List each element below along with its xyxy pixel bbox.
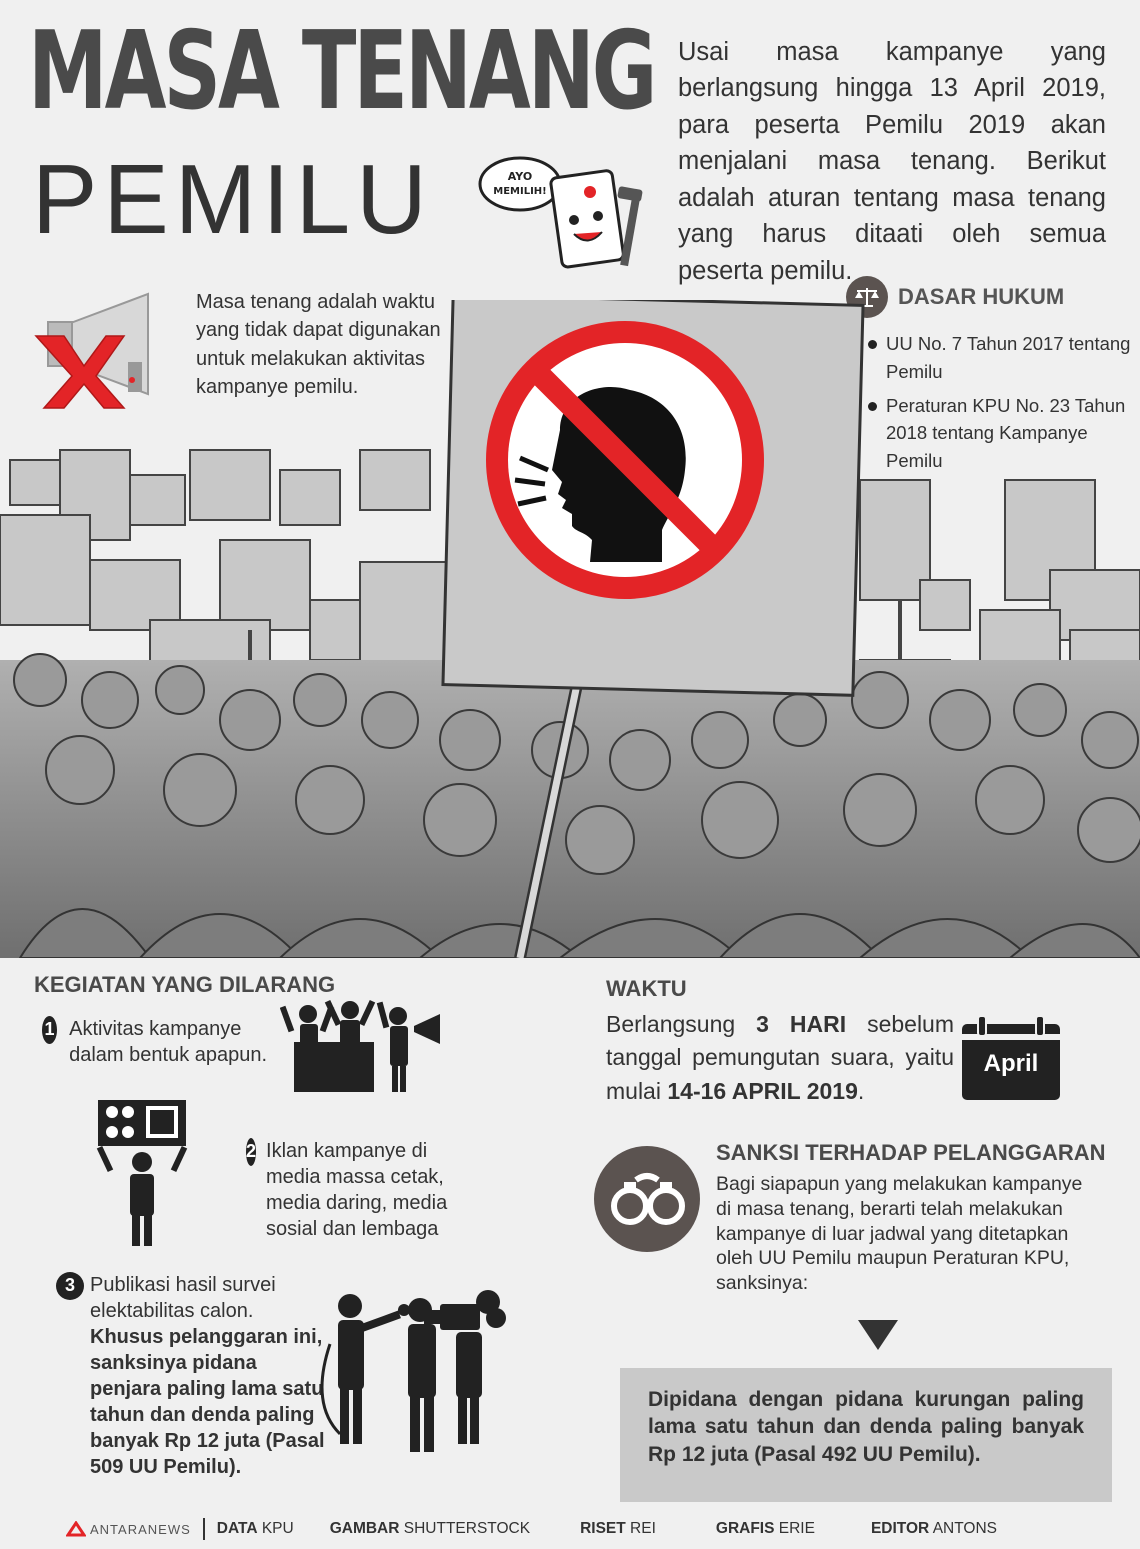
- sanction-text: Bagi siapapun yang melakukan kampanye di masa tenang, berarti telah melakukan kampanye di luar jadwal yang ditetapkan oleh UU Pemilu maupun Peraturan KPU, sanksinya:: [716, 1173, 1083, 1294]
- prohibited-item-text: Aktivitas kampanye dalam bentuk apapun.: [69, 1018, 268, 1066]
- legal-basis-title: DASAR HUKUM: [898, 284, 1065, 309]
- time-title: WAKTU: [606, 976, 687, 1001]
- number-badge: 2: [246, 1138, 256, 1166]
- sanction-box: [620, 1368, 1112, 1502]
- ballot-mascot-icon: [478, 152, 658, 282]
- calendar-month: April: [983, 1050, 1039, 1077]
- calendar-icon: [960, 1016, 1062, 1102]
- time-text: [606, 1008, 954, 1108]
- time-text-post: .: [857, 1077, 865, 1104]
- credit-grafis: GRAFIS ERIE: [715, 1520, 815, 1537]
- number-badge: 3: [56, 1272, 84, 1300]
- number-badge: 1: [42, 1016, 57, 1044]
- mascot-bubble-line2: MEMILIH!: [493, 186, 547, 197]
- footer-credits: [66, 1518, 1076, 1540]
- arrow-down-icon: [858, 1320, 898, 1350]
- brand-name: ANTARANEWS: [90, 1521, 191, 1537]
- prohibited-item-2: [246, 1138, 486, 1242]
- credit-data: DATA KPU: [216, 1520, 294, 1537]
- prohibited-activities-title: KEGIATAN YANG DILARANG: [34, 972, 336, 997]
- social-media-sign-icon: [96, 1098, 188, 1248]
- antara-logo-icon: [66, 1521, 191, 1537]
- intro-text: Usai masa kampanye yang berlangsung hingga 13 April 2019, para peserta Pemilu 2019 akan menjalani masa tenang. Berikut adalah aturan tentang masa tenang yang harus ditaati oleh semua peserta pemilu.: [678, 38, 1106, 285]
- survey-sanction-text: Khusus pelanggaran ini, sanksinya pidana penjara paling lama satu tahun dan denda paling banyak Rp 12 juta (Pasal 509 UU Pemilu).: [90, 1326, 325, 1478]
- prohibited-item-1: [42, 1016, 272, 1068]
- press-reporters-icon: [300, 1284, 520, 1454]
- prohibited-item-3: [56, 1272, 326, 1480]
- sanction-box-text: Dipidana dengan pidana kurungan paling lama satu tahun dan denda paling banyak Rp 12 juta (Pasal 492 UU Pemilu).: [648, 1388, 1084, 1466]
- definition-text: Masa tenang adalah waktu yang tidak dapat digunakan untuk melakukan aktivitas kampanye pemilu.: [196, 291, 441, 399]
- time-days: 3 HARI: [756, 1011, 847, 1037]
- credit-riset: RISET REI: [580, 1520, 656, 1537]
- credit-editor: EDITOR ANTONS: [870, 1520, 997, 1537]
- title-main: MASA TENANG: [28, 9, 655, 134]
- list-item: UU No. 7 Tahun 2017 tentang Pemilu: [846, 330, 1136, 386]
- time-dates: 14-16 APRIL 2019: [667, 1077, 858, 1104]
- prohibited-item-text: Iklan kampanye di media massa cetak, media daring, media sosial dan lembaga: [266, 1140, 448, 1240]
- list-item: Peraturan KPU No. 23 Tahun 2018 tentang Kampanye Pemilu: [846, 392, 1136, 475]
- handcuffs-icon: [594, 1146, 700, 1252]
- time-text-pre: Berlangsung: [606, 1011, 757, 1037]
- campaign-rally-icon: [280, 996, 446, 1096]
- mascot-bubble-line1: AYO: [507, 170, 533, 183]
- credit-gambar: GAMBAR SHUTTERSTOCK: [329, 1520, 531, 1537]
- prohibited-item-text: [90, 1272, 326, 1480]
- sanction-title: SANKSI TERHADAP PELANGGARAN: [716, 1140, 1106, 1165]
- time-text-mid: sebelum tanggal pemungutan suara, yaitu mulai: [606, 1011, 955, 1104]
- survey-text: Publikasi hasil survei elektabilitas calon.: [90, 1274, 276, 1322]
- footer-divider: [203, 1518, 205, 1540]
- title-sub: PEMILU: [32, 144, 433, 254]
- crowd-protest-illustration: [0, 300, 1140, 958]
